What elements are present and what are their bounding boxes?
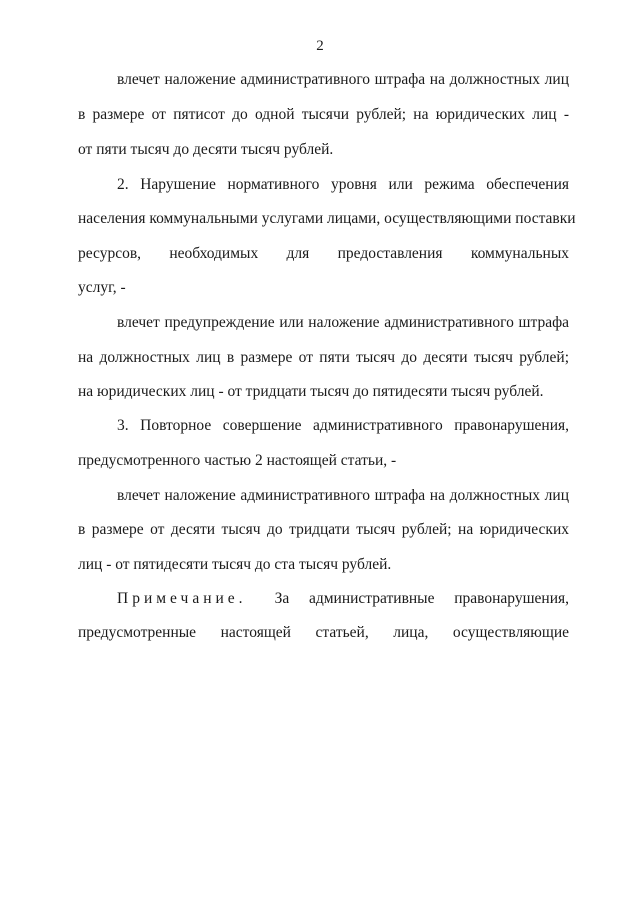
text-line: в размере от пятисот до одной тысячи рублей; на юридических лиц - [78,106,569,123]
text-line: от пяти тысяч до десяти тысяч рублей. [78,141,334,158]
note-label: Примечание. [117,590,247,607]
text-line: на юридических лиц - от тридцати тысяч до пятидесяти тысяч рублей. [78,383,544,400]
page-number: 2 [316,38,324,54]
text-line: на должностных лиц в размере от пяти тысяч до десяти тысяч рублей; [78,349,569,366]
note-line [117,589,569,609]
text-line: влечет наложение административного штрафа на должностных лиц [117,71,569,88]
text-line: 2. Нарушение нормативного уровня или режима обеспечения [117,176,569,193]
text-line: 3. Повторное совершение административного правонарушения, [117,417,569,434]
text-line: в размере от десяти тысяч до тридцати тысяч рублей; на юридических [78,521,569,538]
note-text: За административные правонарушения, [274,590,569,607]
text-line: предусмотренные настоящей статьей, лица, осуществляющие [78,624,569,641]
text-line: предусмотренного частью 2 настоящей статьи, - [78,452,397,469]
text-line: услуг, - [78,279,126,296]
text-line: ресурсов, необходимых для предоставления коммунальных [78,245,569,262]
text-line: населения коммунальными услугами лицами, осуществляющими поставки [78,210,576,227]
text-line: лиц - от пятидесяти тысяч до ста тысяч рублей. [78,556,392,573]
text-line: влечет наложение административного штрафа на должностных лиц [117,487,569,504]
text-line: влечет предупреждение или наложение административного штрафа [117,314,569,331]
